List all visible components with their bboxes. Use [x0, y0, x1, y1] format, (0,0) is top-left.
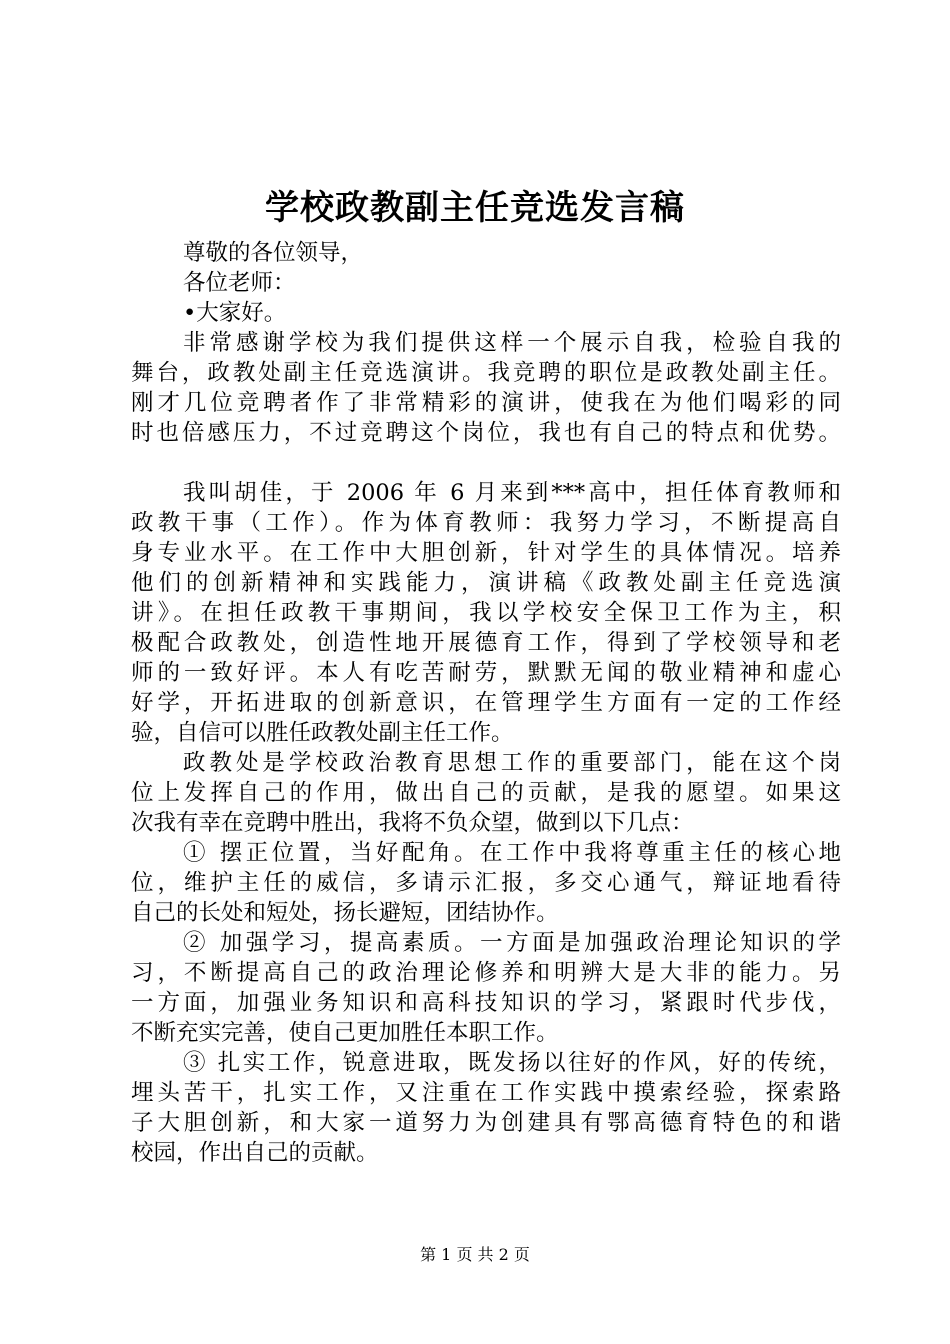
- paragraph-line: 身专业水平。在工作中大胆创新，针对学生的具体情况。培养: [131, 540, 841, 566]
- paragraph-line: 舞台，政教处副主任竞选演讲。我竞聘的职位是政教处副主任。: [131, 360, 841, 386]
- paragraph-line: 极配合政教处，创造性地开展德育工作，得到了学校领导和老: [131, 630, 841, 656]
- paragraph-line: 时也倍感压力，不过竞聘这个岗位，我也有自己的特点和优势。: [131, 420, 841, 446]
- greeting-line: 各位老师：: [183, 270, 296, 296]
- page-number: 第 1 页 共 2 页: [420, 1245, 530, 1264]
- paragraph-line: 非常感谢学校为我们提供这样一个展示自我，检验自我的: [183, 330, 841, 356]
- paragraph-line: 位上发挥自己的作用，做出自己的贡献，是我的愿望。如果这: [131, 780, 841, 806]
- paragraph-line: 习，不断提高自己的政治理论修养和明辨大是大非的能力。另: [131, 960, 841, 986]
- paragraph-spacer: [131, 448, 841, 478]
- paragraph-line: 次我有幸在竞聘中胜出，我将不负众望，做到以下几点：: [131, 810, 694, 836]
- paragraph-line: 不断充实完善，使自己更加胜任本职工作。: [131, 1020, 559, 1046]
- paragraph-line: 校园，作出自己的贡献。: [131, 1140, 379, 1166]
- paragraph-line: 刚才几位竞聘者作了非常精彩的演讲，使我在为他们喝彩的同: [131, 390, 841, 416]
- greeting-line: •大家好。: [183, 300, 287, 326]
- greeting-line: 尊敬的各位领导，: [183, 240, 364, 266]
- paragraph-line: 自己的长处和短处，扬长避短，团结协作。: [131, 900, 559, 926]
- paragraph-line: 我叫胡佳，于 2006 年 6 月来到***高中，担任体育教师和: [183, 480, 841, 506]
- paragraph-line: 他们的创新精神和实践能力，演讲稿《政教处副主任竞选演: [131, 570, 841, 596]
- paragraph-line: 政教干事（工作）。作为体育教师：我努力学习，不断提高自: [131, 510, 841, 536]
- paragraph-line: ② 加强学习，提高素质。一方面是加强政治理论知识的学: [183, 930, 841, 956]
- paragraph-line: 讲》。在担任政教干事期间，我以学校安全保卫工作为主，积: [131, 600, 841, 626]
- paragraph-line: ① 摆正位置，当好配角。在工作中我将尊重主任的核心地: [183, 840, 841, 866]
- paragraph-line: ③ 扎实工作，锐意进取，既发扬以往好的作风，好的传统，: [183, 1050, 841, 1076]
- paragraph-line: 好学，开拓进取的创新意识，在管理学生方面有一定的工作经: [131, 690, 841, 716]
- paragraph-line: 师的一致好评。本人有吃苦耐劳，默默无闻的敬业精神和虚心: [131, 660, 841, 686]
- paragraph-line: 位，维护主任的威信，多请示汇报，多交心通气，辩证地看待: [131, 870, 841, 896]
- paragraph-line: 埋头苦干，扎实工作，又注重在工作实践中摸索经验，探索路: [131, 1080, 841, 1106]
- paragraph-line: 验，自信可以胜任政教处副主任工作。: [131, 720, 514, 746]
- document-body: [131, 238, 841, 1168]
- paragraph-line: 一方面，加强业务知识和高科技知识的学习，紧跟时代步伐，: [131, 990, 841, 1016]
- paragraph-line: 子大胆创新，和大家一道努力为创建具有鄂高德育特色的和谐: [131, 1110, 841, 1136]
- paragraph-line: 政教处是学校政治教育思想工作的重要部门，能在这个岗: [183, 750, 841, 776]
- document-title: 学校政教副主任竞选发言稿: [265, 188, 685, 228]
